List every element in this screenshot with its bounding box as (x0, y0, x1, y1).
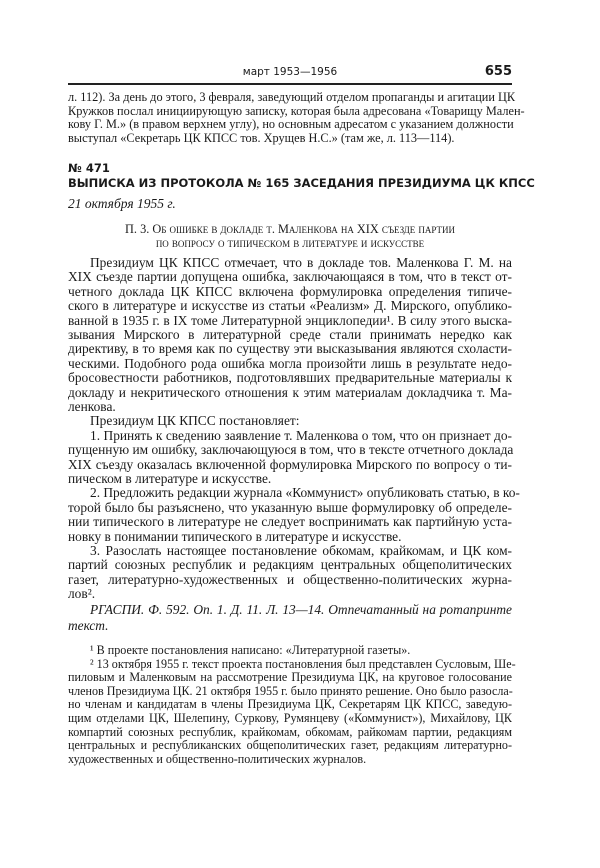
body-line: зывания Мирского в литературной среде стали принимать нередко как (68, 327, 512, 342)
body-line: новку в понимании типического в литературе и искусстве. (68, 528, 402, 544)
body-line: 1. Принять к сведению заявление т. Маленкова о том, что он признает до- (90, 427, 512, 443)
intro-line: л. 112). За день до этого, 3 февраля, заведующий отделом пропаганды и агитации ЦК (68, 90, 516, 104)
body-line: пущенную им ошибку, заключающуюся в том, что в тексте отчетного доклада (68, 442, 514, 458)
body-line: докладу и некритического отношения к этим материалам докладчика т. Ма- (68, 384, 512, 400)
header-rule (68, 83, 512, 85)
body-line: лов². (68, 586, 96, 602)
footnote-line: компартий союзных республик, крайкомам, обкомам, райкомам партии, редакциям (68, 724, 512, 739)
body-line: XIX съезде партии допущена ошибка, заключающаяся в том, что в текст от- (68, 269, 512, 285)
footnote-line: ¹ В проекте постановления написано: «Литературной газеты». (90, 643, 411, 657)
document-date: 21 октября 1955 г. (68, 196, 176, 211)
body-line: ванной в 1935 г. в IX томе Литературной энциклопедии¹. В силу этого выска- (68, 312, 512, 328)
intro-line: выступал «Секретарь ЦК КПСС тов. Хрущев Н.С.» (там же, л. 113—114). (68, 130, 455, 145)
section-title-line: по вопросу о типическом в литературе и искусстве (155, 235, 425, 250)
body-line: газет, литературно-художественных и общественно-политических журна- (68, 571, 512, 587)
body-line: торой было бы разъяснено, что указанную выше формулировку об определе- (68, 499, 512, 515)
document-number: № 471 (68, 161, 110, 175)
body-line: Президиум ЦК КПСС постановляет: (90, 413, 300, 429)
body-line: 2. Предложить редакции журнала «Коммунист» опубликовать статью, в ко- (90, 485, 520, 501)
footnote-line: членов Президиума ЦК. 21 октября 1955 г. было принято решение. Оно было разосла- (68, 683, 513, 698)
intro-line: Кружков послал инициирующую записку, которая была адресована «Товарищу Мален- (68, 103, 525, 118)
body-line: 3. Разослать настоящее постановление обкомам, крайкомам, и ЦК ком- (90, 543, 512, 558)
body-line: партий союзных республик и редакциям центральных общеполитических (68, 557, 512, 573)
section-title-line: П. 3. Об ошибке в докладе т. Маленкова на XIX съезде партии (125, 222, 455, 236)
body-line: пическом в литературе и искусстве. (68, 471, 272, 486)
body-line: нии типического в литературе не следует воспринимать как партийную уста- (68, 514, 512, 530)
running-header (68, 66, 512, 82)
body-line: ского в литературе и искусстве из статьи «Реализм» Д. Мирского, опублико- (68, 298, 512, 314)
body-line: ленкова. (68, 399, 116, 414)
source-line: текст. (68, 617, 109, 633)
footnote-line: пиловым и Маленковым на рассмотрение Президиума ЦК, на круговое голосование (68, 670, 512, 685)
footnote-line: щим отделами ЦК, Шелепину, Суркову, Румянцеву («Коммунист»), Михайлову, ЦК (68, 711, 512, 725)
body-line: XIX съезду оказалась включенной формулировка Мирского по вопросу о ти- (68, 456, 512, 472)
body-line: ческими. Подобного рода ошибка могла произойти лишь в результате недо- (68, 355, 512, 371)
source-line: РГАСПИ. Ф. 592. Оп. 1. Д. 11. Л. 13—14. Отпечатанный на ротапринте (90, 602, 512, 617)
body-line: Президиум ЦК КПСС отмечает, что в докладе тов. Маленкова Г. М. на (90, 255, 512, 270)
footnote-line: художественных и общественно-политических журналов. (68, 751, 367, 766)
footnote-line: центральных и республиканских общеполитических газет, редакциям литературно- (68, 738, 512, 753)
footnote-line: но членам и кандидатам в члены Президиума ЦК, Секретарям ЦК КПСС, заведую- (68, 697, 512, 712)
intro-line: кову Г. М.» (в правом верхнем углу), но основным адресатом с указанием должности (68, 117, 514, 132)
document-title: ВЫПИСКА ИЗ ПРОТОКОЛА № 165 ЗАСЕДАНИЯ ПРЕЗИДИУМА ЦК КПСС (68, 176, 535, 190)
body-line: бросовестности работников, подготовлявших предварительные материалы к (68, 370, 512, 386)
footnote-line: ² 13 октября 1955 г. текст проекта постановления был представлен Сусловым, Ше- (90, 656, 516, 671)
body-line: четного доклада ЦК КПСС включена формулировка определения типиче- (68, 283, 512, 299)
running-title: март 1953—1956 (242, 66, 338, 78)
page-number: 655 (484, 64, 512, 79)
body-line: директиву, в то время как по существу эти высказывания являются схоласти- (68, 341, 512, 357)
